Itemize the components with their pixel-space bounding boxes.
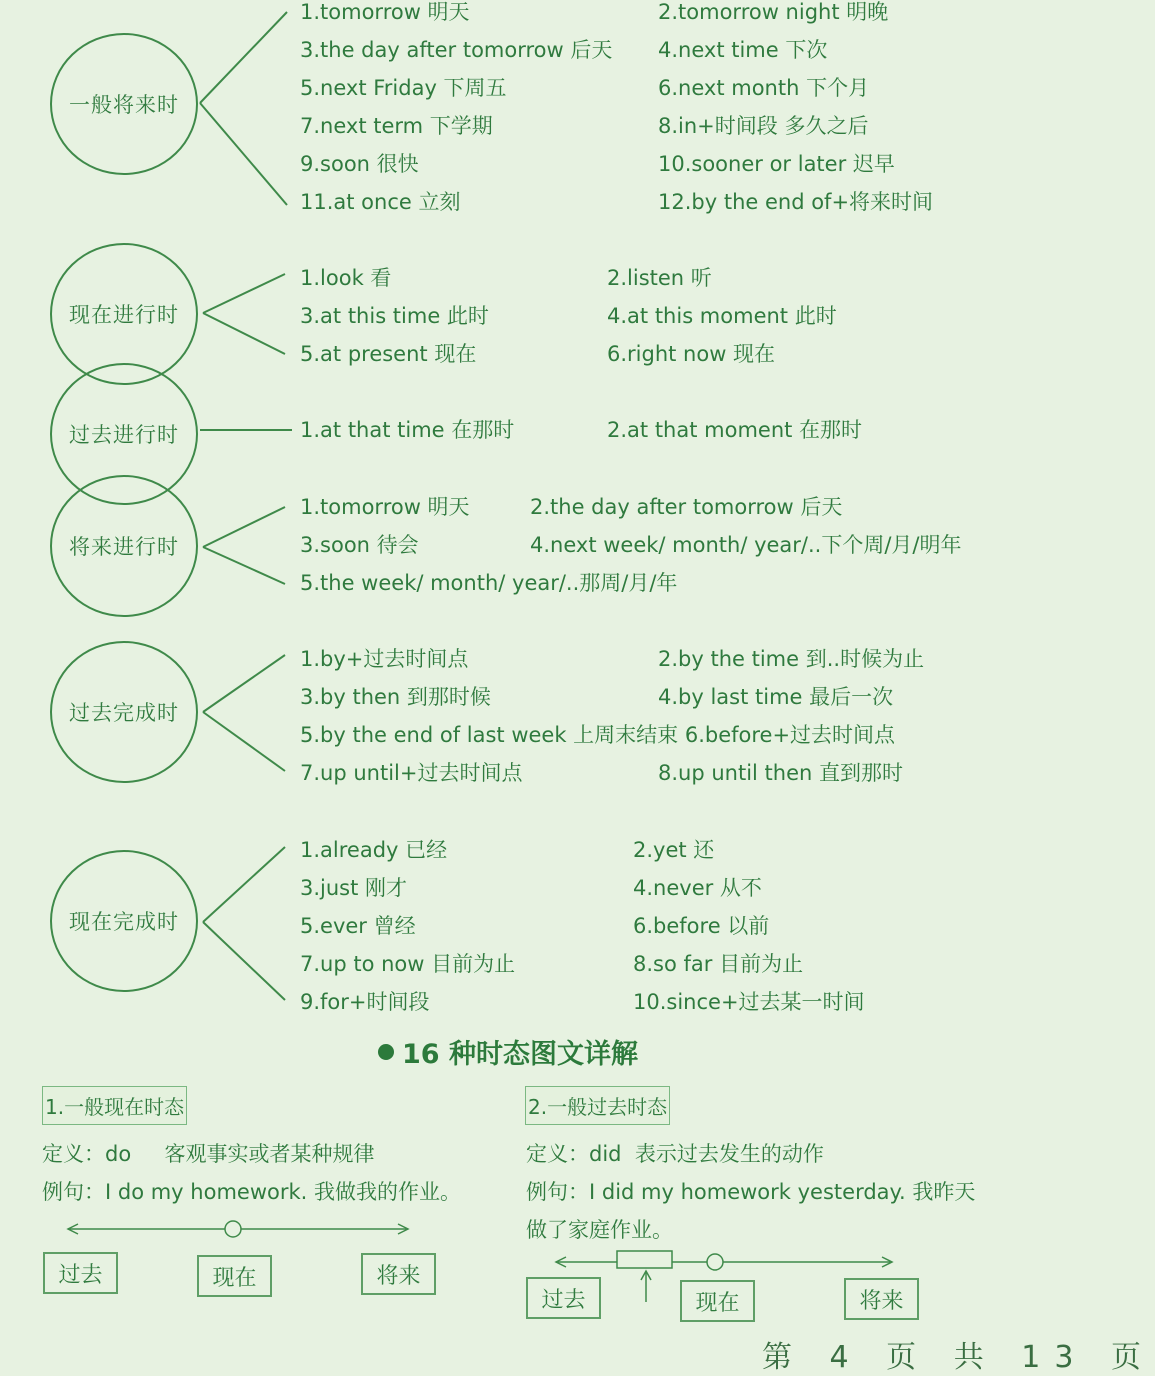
time-word-item: 6.next month 下个月 — [658, 76, 870, 100]
tense-title-simple-present: 1.一般现在时态 — [42, 1086, 187, 1125]
heading-text: 16 种时态图文详解 — [402, 1039, 638, 1070]
connector-line — [203, 274, 285, 313]
time-word-item: 8.in+时间段 多久之后 — [658, 114, 869, 138]
time-word-item: 3.soon 待会 — [300, 533, 419, 557]
time-word-item: 4.next time 下次 — [658, 38, 828, 62]
section-heading — [378, 1032, 638, 1071]
connector-line — [203, 313, 285, 354]
timeline-1 — [68, 1221, 408, 1237]
connector-line — [203, 922, 285, 1000]
time-word-item: 2.the day after tomorrow 后天 — [530, 495, 843, 519]
time-word-item: 1.tomorrow 明天 — [300, 0, 470, 24]
time-word-item: 3.the day after tomorrow 后天 — [300, 38, 613, 62]
connector-line — [203, 655, 285, 712]
time-word-item: 4.never 从不 — [633, 876, 762, 900]
tense-example: 例句：I did my homework yesterday. 我昨天 — [526, 1180, 976, 1204]
time-word-item: 2.by the time 到..时候为止 — [658, 647, 925, 671]
tense-example-continued: 做了家庭作业。 — [526, 1218, 673, 1242]
time-word-item: 6.before 以前 — [633, 914, 770, 938]
time-word-item: 4.next week/ month/ year/..下个周/月/明年 — [530, 533, 962, 557]
tense-definition: 定义：did 表示过去发生的动作 — [526, 1142, 824, 1166]
time-word-item: 4.by last time 最后一次 — [658, 685, 894, 709]
time-word-item: 1.by+过去时间点 — [300, 647, 469, 671]
connector-line — [203, 547, 285, 584]
timeline-past-label: 过去 — [526, 1277, 601, 1319]
time-word-item: 12.by the end of+将来时间 — [658, 190, 934, 214]
time-word-item: 4.at this moment 此时 — [607, 304, 837, 328]
time-word-item: 11.at once 立刻 — [300, 190, 461, 214]
time-word-item: 9.for+时间段 — [300, 990, 430, 1014]
time-word-item: 1.tomorrow 明天 — [300, 495, 470, 519]
time-word-item: 3.just 刚才 — [300, 876, 408, 900]
time-word-item: 2.listen 听 — [607, 266, 712, 290]
timeline-future-label: 将来 — [844, 1278, 919, 1320]
timeline-future-label: 将来 — [361, 1253, 436, 1295]
time-word-item: 1.at that time 在那时 — [300, 418, 515, 442]
tense-circle-simple-future: 一般将来时 — [50, 33, 198, 175]
bullet-icon — [378, 1044, 394, 1060]
connector-line — [200, 12, 287, 103]
tense-title-simple-past: 2.一般过去时态 — [525, 1086, 670, 1125]
time-word-item: 3.at this time 此时 — [300, 304, 489, 328]
connector-line — [200, 103, 287, 205]
tense-circle-future-continuous: 将来进行时 — [50, 475, 198, 617]
tense-circle-past-perfect: 过去完成时 — [50, 641, 198, 783]
connector-line — [203, 847, 285, 922]
tense-circle-present-perfect: 现在完成时 — [50, 850, 198, 992]
page-number: 第 4 页 共 13 页 — [762, 1340, 1155, 1375]
time-word-item: 6.right now 现在 — [607, 342, 776, 366]
time-word-item: 1.look 看 — [300, 266, 392, 290]
connector-line — [203, 712, 285, 771]
tense-circle-past-continuous: 过去进行时 — [50, 363, 198, 505]
time-word-item: 7.next term 下学期 — [300, 114, 493, 138]
time-word-item: 5.at present 现在 — [300, 342, 477, 366]
time-word-item: 10.sooner or later 迟早 — [658, 152, 895, 176]
connector-line — [203, 507, 285, 547]
tense-circle-present-continuous: 现在进行时 — [50, 243, 198, 385]
time-word-item: 5.the week/ month/ year/..那周/月/年 — [300, 571, 678, 595]
time-word-item: 5.by the end of last week 上周末结束 6.before+过去时间点 — [300, 723, 896, 747]
tense-definition: 定义：do 客观事实或者某种规律 — [42, 1142, 375, 1166]
time-word-item: 8.so far 目前为止 — [633, 952, 804, 976]
time-word-item: 8.up until then 直到那时 — [658, 761, 903, 785]
timeline-past-label: 过去 — [43, 1252, 118, 1294]
time-word-item: 9.soon 很快 — [300, 152, 419, 176]
time-word-item: 5.next Friday 下周五 — [300, 76, 507, 100]
tense-example: 例句：I do my homework. 我做我的作业。 — [42, 1180, 461, 1204]
time-word-item: 5.ever 曾经 — [300, 914, 416, 938]
timeline-now-label: 现在 — [680, 1280, 755, 1322]
time-word-item: 10.since+过去某一时间 — [633, 990, 865, 1014]
time-word-item: 2.yet 还 — [633, 838, 715, 862]
time-word-item: 1.already 已经 — [300, 838, 448, 862]
timeline-now-label: 现在 — [197, 1255, 272, 1297]
time-word-item: 2.at that moment 在那时 — [607, 418, 863, 442]
time-word-item: 7.up to now 目前为止 — [300, 952, 516, 976]
time-word-item: 2.tomorrow night 明晚 — [658, 0, 889, 24]
time-word-item: 3.by then 到那时候 — [300, 685, 491, 709]
time-word-item: 7.up until+过去时间点 — [300, 761, 523, 785]
